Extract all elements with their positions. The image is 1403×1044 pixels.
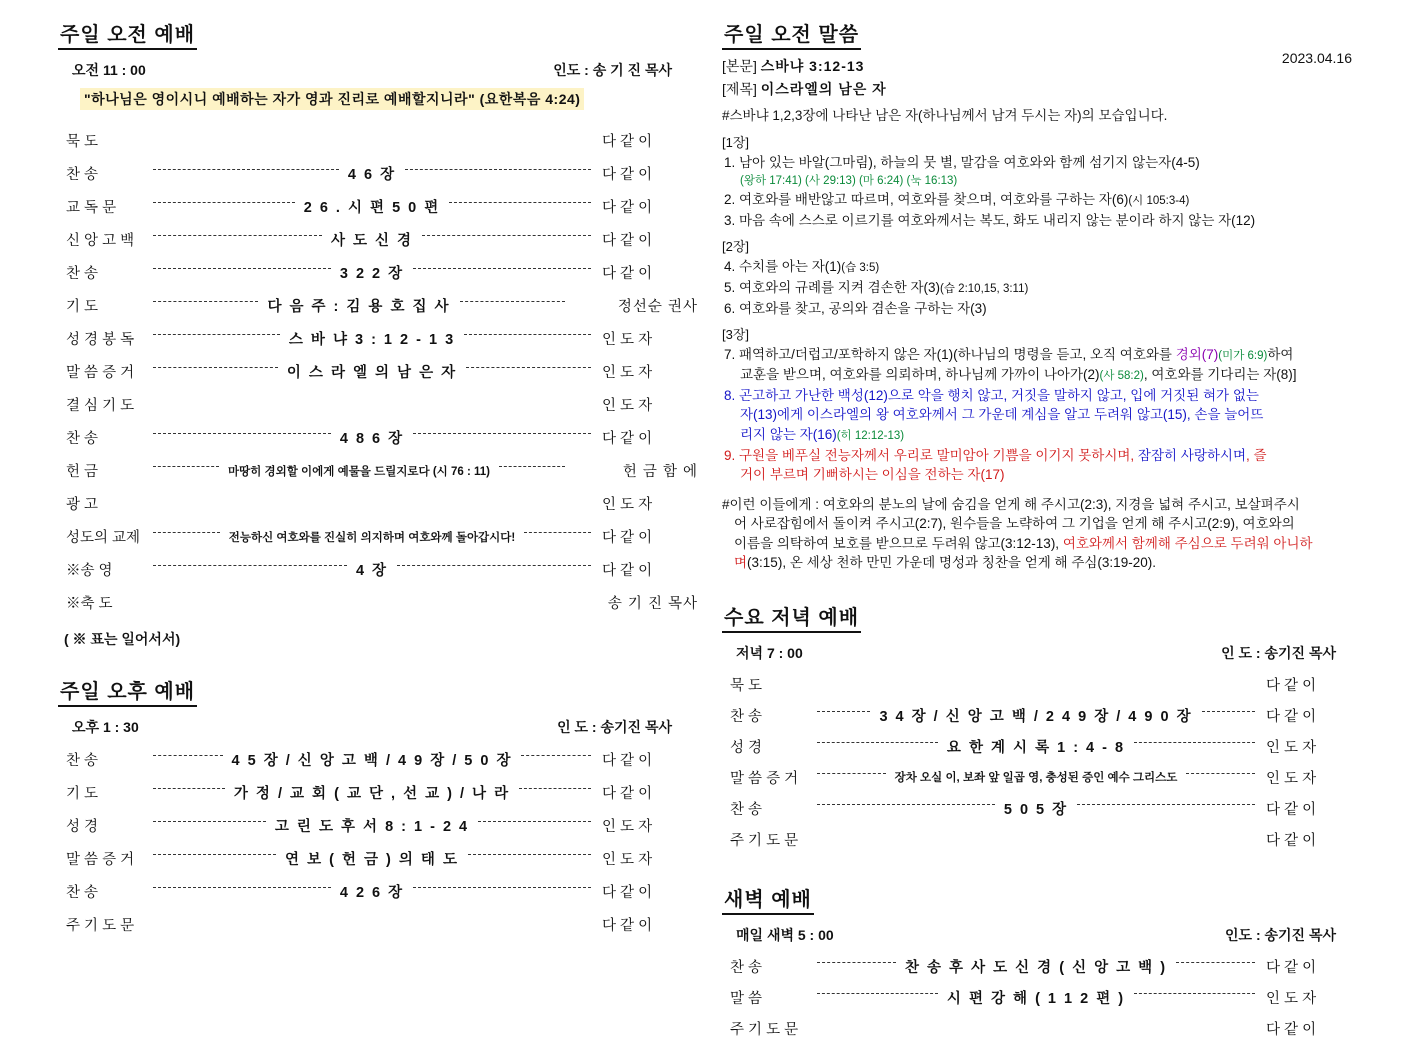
- dot-leader: [817, 711, 870, 712]
- service-row: [58, 124, 698, 157]
- dot-leader: [153, 887, 331, 888]
- closing-line-4a: 며: [734, 555, 748, 571]
- dot-leader: [422, 235, 591, 236]
- service-row: [722, 824, 1362, 855]
- service-row-middle: [150, 404, 594, 405]
- dot-leader: [817, 804, 995, 805]
- sunday-morning-leader: 인도 : 송 기 진 목사: [553, 62, 672, 78]
- sermon-text: (습 3:5): [841, 262, 880, 275]
- dot-leader: [153, 169, 339, 170]
- dot-leader: [153, 821, 266, 822]
- service-row-label: ※축 도: [66, 596, 113, 612]
- service-row-participant: 인 도 자: [1266, 739, 1317, 756]
- wednesday-subhead: [736, 643, 1336, 663]
- dot-leader: [413, 433, 591, 434]
- service-row-middle: [814, 684, 1258, 685]
- sermon-point-line: [724, 365, 1362, 385]
- sermon-point: [722, 345, 1362, 384]
- service-row-middle: [150, 529, 594, 545]
- service-row-value: 연 보 ( 헌 금 ) 의 태 도: [285, 852, 459, 868]
- sermon-point-line: [724, 405, 1362, 425]
- service-row-value: 4 장: [355, 563, 389, 579]
- service-row-middle: [150, 163, 594, 184]
- service-row-middle: [814, 839, 1258, 840]
- sermon-point: [722, 257, 1362, 277]
- dot-leader: [817, 962, 896, 963]
- dot-leader: [460, 301, 565, 302]
- service-row-participant: 정선순 권사: [617, 299, 698, 315]
- sermon-point: [722, 190, 1362, 210]
- sermon-summary: #스바냐 1,2,3장에 나타난 남은 자(하나님께서 남겨 두시는 자)의 모습입니다.: [722, 108, 1168, 123]
- service-row-participant: 인 도 자: [602, 365, 653, 381]
- closing-line-1: #이런 이들에게 : 여호와의 분노의 날에 숨김을 얻게 해 주시고(2:3), 지경을 넓혀 주시고, 보살펴주시: [722, 496, 1300, 512]
- service-row-label: 찬 송: [730, 708, 763, 725]
- service-row-middle: [814, 987, 1258, 1008]
- sermon-text: 8.: [724, 387, 740, 403]
- service-row: [722, 951, 1362, 982]
- service-row-participant: 다 같 이: [602, 431, 653, 447]
- subject-label: [제목]: [722, 81, 757, 97]
- service-row: [58, 355, 698, 388]
- dot-leader: [524, 532, 591, 533]
- standing-note: ( ※ 표는 일어서서): [64, 631, 181, 647]
- dot-leader: [478, 821, 591, 822]
- service-row: [722, 700, 1362, 731]
- sermon-text: 9. 구원을 베푸실 전능자께서 우리로 말미암아 기쁨을 이기지 못하시며,: [724, 447, 1138, 463]
- service-row-middle: [150, 782, 594, 803]
- sermon-closing: [722, 495, 1362, 573]
- service-row-participant: 다 같 이: [602, 786, 653, 802]
- service-row-participant: 다 같 이: [602, 200, 653, 216]
- service-row-label: 주 기 도 문: [730, 1021, 799, 1038]
- bulletin-date: 2023.04.16: [1281, 50, 1352, 66]
- service-row-label: 찬 송: [66, 266, 99, 282]
- service-row-value: 5 0 5 장: [1003, 801, 1069, 818]
- service-row: [722, 982, 1362, 1013]
- dot-leader: [817, 993, 938, 994]
- sermon-text: (히 12:12-13): [836, 429, 905, 442]
- sermon-text: 2. 여호와를 배반않고 따르며, 여호와를 찾으며, 여호와를 구하는 자(6): [724, 192, 1129, 208]
- closing-line-3a: 이름을 의탁하여 보호를 받으므로 두려워 않고(3:12-13),: [734, 535, 1063, 551]
- service-row-participant: 인 도 자: [602, 819, 653, 835]
- service-row-label: 주 기 도 문: [730, 832, 799, 849]
- service-row-value: 4 6 장: [347, 167, 397, 183]
- service-row-value: 마땅히 경외할 이에게 예물을 드릴지로다 (시 76 : 11): [228, 465, 490, 478]
- dot-leader: [153, 433, 331, 434]
- service-row-middle: [150, 749, 594, 770]
- service-row: [722, 669, 1362, 700]
- service-row-label: 찬 송: [66, 753, 99, 769]
- service-row-label: 묵 도: [66, 134, 99, 150]
- service-row-middle: [150, 427, 594, 448]
- sunday-morning-time: 오전 11 : 00: [72, 62, 146, 78]
- service-row-middle: [150, 924, 594, 925]
- service-row-middle: [150, 229, 594, 250]
- right-column: [722, 18, 1362, 1044]
- service-row-participant: 다 같 이: [602, 134, 653, 150]
- service-row-participant: 다 같 이: [1266, 1021, 1317, 1038]
- dot-leader: [449, 202, 591, 203]
- sermon-point-line: [724, 345, 1362, 365]
- sermon-point: [722, 153, 1362, 189]
- service-row-participant: 다 같 이: [1266, 708, 1317, 725]
- service-row-participant: 다 같 이: [602, 530, 653, 546]
- service-row: [58, 809, 698, 842]
- service-row: [58, 388, 698, 421]
- dot-leader: [153, 367, 278, 368]
- service-row-value: 사 도 신 경: [330, 233, 414, 249]
- service-row-label: 묵 도: [730, 677, 763, 694]
- dot-leader: [464, 334, 591, 335]
- service-row: [722, 1013, 1362, 1044]
- dot-leader: [468, 854, 591, 855]
- sermon-point-line: [724, 153, 1362, 173]
- service-row-value: 시 편 강 해 ( 1 1 2 편 ): [946, 990, 1126, 1007]
- dawn-subhead: [736, 925, 1336, 945]
- service-row-value: 가 정 / 교 회 ( 교 단 , 선 교 ) / 나 라: [233, 786, 511, 802]
- service-row: [58, 223, 698, 256]
- service-row-middle: [814, 798, 1258, 819]
- service-row-label: 찬 송: [730, 801, 763, 818]
- sermon-text: 하여: [1267, 347, 1294, 363]
- service-row-participant: 다 같 이: [602, 233, 653, 249]
- service-row: [58, 842, 698, 875]
- service-row-middle: [150, 503, 594, 504]
- service-row-value: 스 바 냐 3 : 1 2 - 1 3: [288, 332, 456, 348]
- service-row-middle: [814, 736, 1258, 757]
- sermon-point: [722, 299, 1362, 319]
- service-row-participant: 인 도 자: [1266, 990, 1317, 1007]
- sermon-text: 3. 마음 속에 스스로 이르기를 여호와께서는 복도, 화도 내리지 않는 분이라 하지 않는 자(12): [724, 212, 1256, 228]
- service-row: [58, 776, 698, 809]
- service-row-middle: [150, 140, 594, 141]
- service-row-label: 찬 송: [66, 167, 99, 183]
- sermon-text: 4. 수치를 아는 자(1): [724, 259, 842, 275]
- dot-leader: [519, 788, 591, 789]
- dawn-leader: 인도 : 송기진 목사: [1225, 926, 1336, 943]
- section-title-dawn: 새벽 예배: [722, 883, 814, 915]
- sermon-text: 교훈을 받으며, 여호와를 의뢰하며, 하나님께 가까이 나아가(2): [740, 367, 1100, 383]
- service-row-participant: 다 같 이: [1266, 832, 1317, 849]
- sermon-point-line: [724, 465, 1362, 485]
- sermon-point-line: [724, 446, 1362, 466]
- service-row-participant: 다 같 이: [1266, 801, 1317, 818]
- service-row-participant: 다 같 이: [602, 167, 653, 183]
- sermon-text: (사 58:2): [1099, 370, 1144, 383]
- service-row-middle: [150, 815, 594, 836]
- service-row-value: 4 2 6 장: [339, 885, 405, 901]
- sunday-morning-verse: "하나님은 영이시니 예배하는 자가 영과 진리로 예배할지니라" (요한복음 4:24): [80, 88, 584, 110]
- sermon-text: 6. 여호와를 찾고, 공의와 겸손을 구하는 자(3): [724, 300, 987, 316]
- sermon-point-line: [724, 299, 1362, 319]
- sermon-point: [722, 446, 1362, 485]
- service-row-label: 말 씀 증 거: [66, 852, 135, 868]
- service-row-label: 광 고: [66, 497, 99, 513]
- dot-leader: [466, 367, 591, 368]
- service-row-middle: [150, 559, 594, 580]
- dot-leader: [521, 755, 591, 756]
- dot-leader: [1134, 742, 1255, 743]
- service-row-middle: [150, 463, 568, 479]
- service-row-participant: 다 같 이: [602, 753, 653, 769]
- sermon-group-heading: [2장]: [722, 239, 750, 255]
- dot-leader: [153, 755, 223, 756]
- section-title-sunday-afternoon: 주일 오후 예배: [58, 675, 197, 707]
- sermon-text: , 여호와를 기다리는 자(8)]: [1143, 367, 1297, 383]
- service-row-label: 헌 금: [66, 464, 99, 480]
- sermon-text: (습 2:10,15, 3:11): [940, 283, 1029, 296]
- dot-leader: [817, 773, 886, 774]
- section-title-sunday-morning: 주일 오전 예배: [58, 18, 197, 50]
- dot-leader: [817, 742, 938, 743]
- service-row-label: 성 경: [66, 819, 99, 835]
- service-row-participant: 인 도 자: [602, 332, 653, 348]
- service-row-middle: [150, 262, 594, 283]
- service-row-participant: 송 기 진 목사: [607, 596, 698, 612]
- sermon-point-line: [724, 257, 1362, 277]
- service-row-label: 성 경 봉 독: [66, 332, 135, 348]
- sermon-text: 자(13)에게 이스라엘의 왕 여호와께서 그 가운데 계심을 알고 두려워 않고(15), 손을 늘어뜨: [740, 407, 1264, 423]
- sermon-point: [722, 386, 1362, 445]
- service-row-middle: [814, 705, 1258, 726]
- service-row-participant: 다 같 이: [602, 563, 653, 579]
- dot-leader: [1186, 773, 1255, 774]
- dot-leader: [499, 466, 565, 467]
- service-row-label: 교 독 문: [66, 200, 117, 216]
- wednesday-leader: 인 도 : 송기진 목사: [1221, 644, 1336, 661]
- service-row: [722, 793, 1362, 824]
- service-row-participant: 인 도 자: [602, 852, 653, 868]
- closing-line-3b: 여호와께서 함께해 주심으로 두려워 아니하: [1062, 535, 1313, 551]
- service-row-participant: 헌 금 함 에: [622, 464, 698, 480]
- service-row: [58, 322, 698, 355]
- service-row-label: 결 심 기 도: [66, 398, 135, 414]
- closing-line-4: [722, 553, 1362, 573]
- service-row-middle: [150, 295, 568, 316]
- service-row: [58, 289, 698, 322]
- sermon-group-heading: [3장]: [722, 327, 750, 343]
- sermon-text: 리지 않는 자(16): [740, 426, 837, 442]
- service-row: [58, 743, 698, 776]
- sunday-morning-subhead: [72, 60, 672, 80]
- sermon-text: 경외(7): [1175, 347, 1219, 363]
- service-row-middle: [814, 769, 1258, 785]
- dot-leader: [153, 565, 347, 566]
- service-row-middle: [150, 361, 594, 382]
- sermon-body: [722, 132, 1362, 485]
- service-row-label: 말 씀 증 거: [66, 365, 135, 381]
- dot-leader: [153, 466, 219, 467]
- dot-leader: [1077, 804, 1255, 805]
- sermon-text: (시 105:3-4): [1128, 195, 1190, 208]
- section-title-sermon: 주일 오전 말씀: [722, 18, 861, 50]
- subject-value: 이스라엘의 남은 자: [760, 81, 887, 97]
- service-row-value: 4 5 장 / 신 앙 고 백 / 4 9 장 / 5 0 장: [231, 753, 513, 769]
- service-row: [58, 586, 698, 619]
- service-row-middle: [150, 328, 594, 349]
- closing-line-4b: (3:15), 온 세상 천하 만민 가운데 명성과 칭찬을 얻게 해 주심(3:19-20).: [747, 555, 1156, 571]
- service-row: [58, 908, 698, 941]
- service-row-value: 요 한 계 시 록 1 : 4 - 8: [946, 739, 1126, 756]
- service-row-value: 이 스 라 엘 의 남 은 자: [286, 365, 458, 381]
- sermon-text: (미가 6:9): [1218, 350, 1268, 363]
- closing-line-2: 어 사로잡힘에서 돌이켜 주시고(2:7), 원수들을 노략하여 그 기업을 얻게 해 주시고(2:9), 여호와의: [734, 516, 1295, 532]
- service-row: [722, 731, 1362, 762]
- sermon-text: 잠잠히 사랑하시며: [1137, 447, 1247, 463]
- sermon-point: [722, 278, 1362, 298]
- service-row-middle: [814, 1028, 1258, 1029]
- service-row-label: 기 도: [66, 786, 99, 802]
- dot-leader: [1134, 993, 1255, 994]
- dot-leader: [1202, 711, 1255, 712]
- sermon-point-line: [724, 425, 1362, 445]
- sermon-point-line: [724, 190, 1362, 210]
- service-row-value: 전능하신 여호와를 진실히 의지하며 여호와께 돌아갑시다!: [228, 531, 516, 544]
- service-row-value: 3 4 장 / 신 앙 고 백 / 2 4 9 장 / 4 9 0 장: [879, 708, 1193, 725]
- service-row: [58, 553, 698, 586]
- service-row-label: 기 도: [66, 299, 99, 315]
- service-row: [58, 421, 698, 454]
- scripture-value: 스바냐 3:12-13: [760, 58, 865, 74]
- service-row-middle: [150, 602, 568, 603]
- dot-leader: [413, 268, 591, 269]
- sunday-afternoon-subhead: [72, 717, 672, 737]
- sermon-text: , 즐: [1246, 447, 1267, 463]
- service-row-value: 장차 오실 이, 보좌 앞 일곱 영, 충성된 증인 예수 그리스도: [894, 772, 1178, 785]
- service-row-participant: 인 도 자: [602, 497, 653, 513]
- dot-leader: [153, 202, 295, 203]
- service-row-label: 말 씀 증 거: [730, 770, 799, 787]
- service-row-label: 찬 송: [730, 959, 763, 976]
- service-row-middle: [150, 196, 594, 217]
- service-row-middle: [150, 848, 594, 869]
- dot-leader: [153, 334, 280, 335]
- wednesday-order: [722, 669, 1362, 855]
- sermon-text: 1. 남아 있는 바알(그마림), 하늘의 뭇 별, 말감을 여호와와 함께 섬기지 않는자(4-5): [724, 155, 1200, 170]
- service-row-label: 찬 송: [66, 885, 99, 901]
- dawn-order: [722, 951, 1362, 1044]
- service-row: [58, 190, 698, 223]
- service-row: [722, 762, 1362, 793]
- section-title-wednesday: 수요 저녁 예배: [722, 601, 861, 633]
- service-row-value: 4 8 6 장: [339, 431, 405, 447]
- service-row-participant: 인 도 자: [1266, 770, 1317, 787]
- dot-leader: [153, 532, 220, 533]
- service-row-value: 2 6 . 시 편 5 0 편: [303, 200, 441, 216]
- sermon-point-refs: (왕하 17:41) (사 29:13) (마 6:24) (눅 16:13): [740, 174, 958, 187]
- service-row-label: 말 씀: [730, 990, 763, 1007]
- dot-leader: [1176, 962, 1255, 963]
- sermon-point-line: [724, 211, 1362, 231]
- dot-leader: [405, 169, 591, 170]
- sermon-text: 거이 부르며 기뻐하시는 이심을 전하는 자(17): [740, 467, 1005, 483]
- service-row: [58, 487, 698, 520]
- dot-leader: [397, 565, 591, 566]
- sermon-group-heading: [1장]: [722, 135, 750, 150]
- sermon-scripture-line: [722, 56, 1362, 77]
- service-row-participant: 다 같 이: [602, 266, 653, 282]
- sunday-afternoon-leader: 인 도 : 송기진 목사: [557, 719, 672, 735]
- wednesday-time: 저녁 7 : 00: [736, 644, 803, 661]
- service-row-participant: 다 같 이: [1266, 959, 1317, 976]
- service-row-middle: [814, 956, 1258, 977]
- sermon-text: 7. 패역하고/더럽고/포학하지 않은 자(1)(하나님의 명령을 듣고, 오직 여호와를: [724, 347, 1176, 363]
- dot-leader: [153, 788, 225, 789]
- sermon-point: [722, 211, 1362, 231]
- service-row-middle: [150, 881, 594, 902]
- dawn-time: 매일 새벽 5 : 00: [736, 926, 834, 943]
- dot-leader: [153, 268, 331, 269]
- sermon-text: 5. 여호와의 규례를 지켜 겸손한 자(3): [724, 280, 941, 296]
- dot-leader: [413, 887, 591, 888]
- service-row-value: 다 음 주 : 김 용 호 집 사: [267, 299, 451, 315]
- service-row: [58, 454, 698, 487]
- sunday-morning-order: [58, 124, 698, 619]
- sunday-afternoon-time: 오후 1 : 30: [72, 719, 139, 735]
- dot-leader: [153, 301, 258, 302]
- dot-leader: [153, 854, 276, 855]
- service-row-label: 성 경: [730, 739, 763, 756]
- sermon-point-line: [724, 278, 1362, 298]
- service-row: [58, 875, 698, 908]
- service-row-label: 찬 송: [66, 431, 99, 447]
- dot-leader: [153, 235, 322, 236]
- service-row: [58, 520, 698, 553]
- sunday-afternoon-order: [58, 743, 698, 941]
- scripture-label: [본문]: [722, 58, 757, 74]
- service-row-label: 주 기 도 문: [66, 918, 135, 934]
- closing-line-3: [722, 534, 1362, 554]
- service-row-participant: 인 도 자: [602, 398, 653, 414]
- service-row-participant: 다 같 이: [602, 918, 653, 934]
- sermon-subject-line: [722, 79, 1362, 100]
- service-row: [58, 256, 698, 289]
- sermon-text: 곤고하고 가난한 백성(12)으로 악을 행치 않고, 거짓을 말하지 않고, 입에 거짓된 혀가 없는: [739, 387, 1259, 403]
- service-row-value: 3 2 2 장: [339, 266, 405, 282]
- service-row: [58, 157, 698, 190]
- service-row-participant: 다 같 이: [602, 885, 653, 901]
- service-row-label: ※송 영: [66, 563, 113, 579]
- service-row-value: 고 린 도 후 서 8 : 1 - 2 4: [274, 819, 470, 835]
- sermon-point-line: [724, 386, 1362, 406]
- service-row-label: 성도의 교제: [66, 530, 141, 546]
- service-row-participant: 다 같 이: [1266, 677, 1317, 694]
- left-column: [58, 18, 698, 941]
- service-row-label: 신 앙 고 백: [66, 233, 135, 249]
- service-row-value: 찬 송 후 사 도 신 경 ( 신 앙 고 백 ): [904, 959, 1168, 976]
